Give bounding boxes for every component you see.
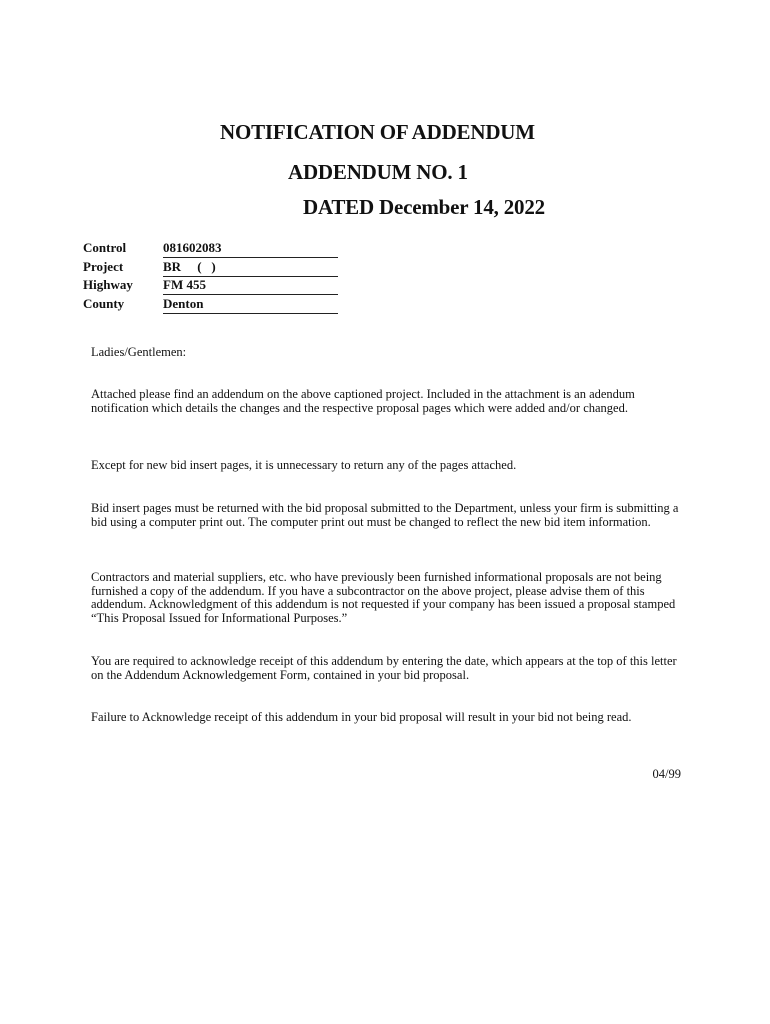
project-value: BR ( ) xyxy=(163,259,338,277)
control-value: 081602083 xyxy=(163,240,338,258)
salutation: Ladies/Gentlemen: xyxy=(91,345,187,359)
highway-value: FM 455 xyxy=(163,277,338,295)
info-label: County xyxy=(83,295,125,311)
county-value: Denton xyxy=(163,296,338,314)
paragraph-acknowledge: You are required to acknowledge receipt of this addendum by entering the date, which appears at the top of this letter on the Addendum Acknowledgement Form, contained in your bid proposal. xyxy=(91,654,677,682)
info-label: Highway xyxy=(83,277,133,292)
info-label: Project xyxy=(83,258,124,274)
paragraph-attachment: Attached please find an addendum on the above captioned project. Included in the attachment is an adendum notification which details the changes and the respective proposal pages which were added and/or changed. xyxy=(91,387,635,415)
paragraph-bid-insert: Bid insert pages must be returned with the bid proposal submitted to the Department, unless your firm is submitting a bid using a computer print out. The computer print out must be changed to reflect the new bid item information. xyxy=(91,501,679,529)
paragraph-return-pages: Except for new bid insert pages, it is unnecessary to return any of the pages attached. xyxy=(91,458,517,472)
addendum-date: DATED December 14, 2022 xyxy=(303,195,545,219)
paragraph-contractors: Contractors and material suppliers, etc. who have previously been furnished informational proposals are not being furnished a copy of the addendum. If you have a subcontractor on the above project, please advise them of this addendum. Acknowledgment of this addendum is not requested if your company has been issued a proposal stamped “This Proposal Issued for Informational Purposes.” xyxy=(91,570,676,625)
info-label: Control xyxy=(83,240,127,255)
document-title: NOTIFICATION OF ADDENDUM xyxy=(220,120,535,144)
addendum-number: ADDENDUM NO. 1 xyxy=(288,160,468,184)
paragraph-failure: Failure to Acknowledge receipt of this addendum in your bid proposal will result in your bid not being read. xyxy=(91,710,632,724)
form-code: 04/99 xyxy=(652,767,681,781)
